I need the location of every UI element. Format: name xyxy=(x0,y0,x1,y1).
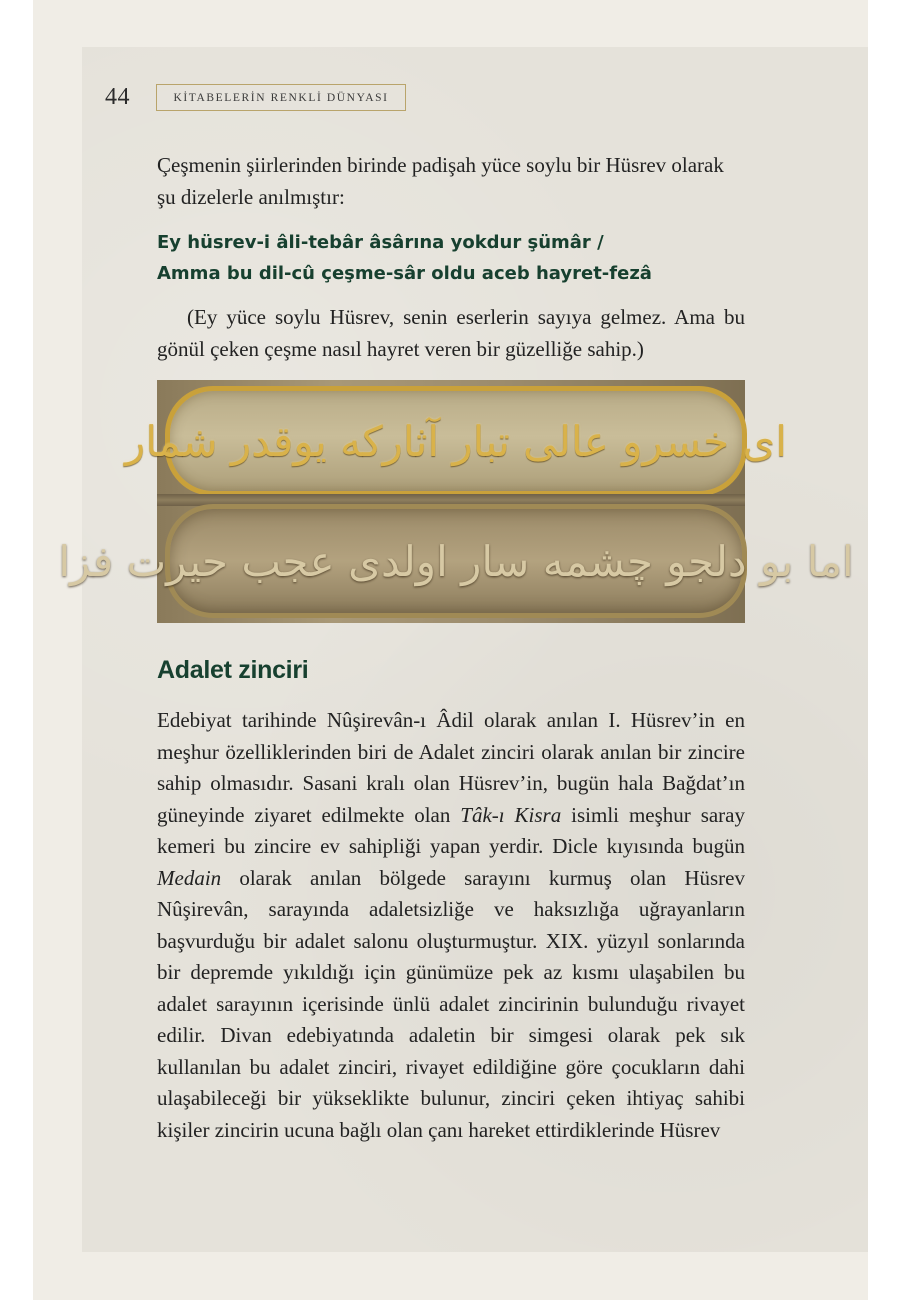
inscription-photo xyxy=(58,380,854,623)
inscription-text-bottom: اما بو دلجو چشمه سار اولدی عجب حیرت فزا xyxy=(58,536,854,586)
verse-line-2: Amma bu dil-cû çeşme-sâr oldu aceb hayret-fezâ xyxy=(157,263,652,284)
inscription-panel-bottom xyxy=(58,504,854,618)
body-text-part-1: Edebiyat tarihinde Nûşirevân-ı Âdil olarak anılan I. Hüsrev’in en meşhur özelliklerinden biri de Adalet zinciri olarak anılan bir zincire sahip olmasıdır. Sasani kralı olan Hüsrev’in, bugün hala Bağdat’ın güneyinde ziyaret edilmekte olan xyxy=(157,708,745,827)
running-head: KİTABELERİN RENKLİ DÜNYASI xyxy=(156,84,406,111)
page-number: 44 xyxy=(105,84,130,110)
body-italic-tak-i-kisra: Tâk-ı Kisra xyxy=(460,802,562,827)
inscription-panel-top xyxy=(125,386,787,496)
body-text-part-2: isimli meşhur saray kemeri bu zincire ev sahipliği yapan yerdir. Dicle kıyısında bugün xyxy=(157,802,745,858)
section-heading: Adalet zinciri xyxy=(157,656,309,684)
translation-paragraph: (Ey yüce soylu Hüsrev, senin eserlerin sayıya gelmez. Ama bu gönül çeken çeşme nasıl hayret veren bir güzelliğe sahip.) xyxy=(157,305,745,361)
intro-paragraph: Çeşmenin şiirlerinden birinde padişah yüce soylu bir Hüsrev olarak şu dizelerle anılmıştır: xyxy=(157,153,724,209)
body-paragraph xyxy=(157,705,745,1146)
body-text-part-3: olarak anılan bölgede sarayını kurmuş olan Hüsrev Nûşirevân, sarayında adaletsizliğe ve haksızlığa uğrayanların başvurduğu bir adalet salonu oluşturmuştur. XIX. yüzyıl sonlarında bir depremde yıkıldığı için günümüze pek az kısmı ulaşabilen bu adalet sarayının içerisinde ünlü adalet zincirinin bulunduğu rivayet edilir. Divan edebiyatında adaletin bir simgesi olarak pek sık kullanılan bu adalet zinciri, rivayet edildiğine göre çocukların dahi ulaşabileceği bir yükseklikte bulunur, zinciri çeken ihtiyaç sahibi kişiler zincirin ucuna bağlı olan çanı hareket ettirdiklerinde Hüsrev xyxy=(157,865,745,1142)
verse-line-1: Ey hüsrev-i âli-tebâr âsârına yokdur şümâr / xyxy=(157,232,604,253)
body-italic-medain: Medain xyxy=(157,865,222,890)
inscription-text-top: ای خسرو عالی تبار آثارکه یوقدر شمار xyxy=(125,416,787,466)
